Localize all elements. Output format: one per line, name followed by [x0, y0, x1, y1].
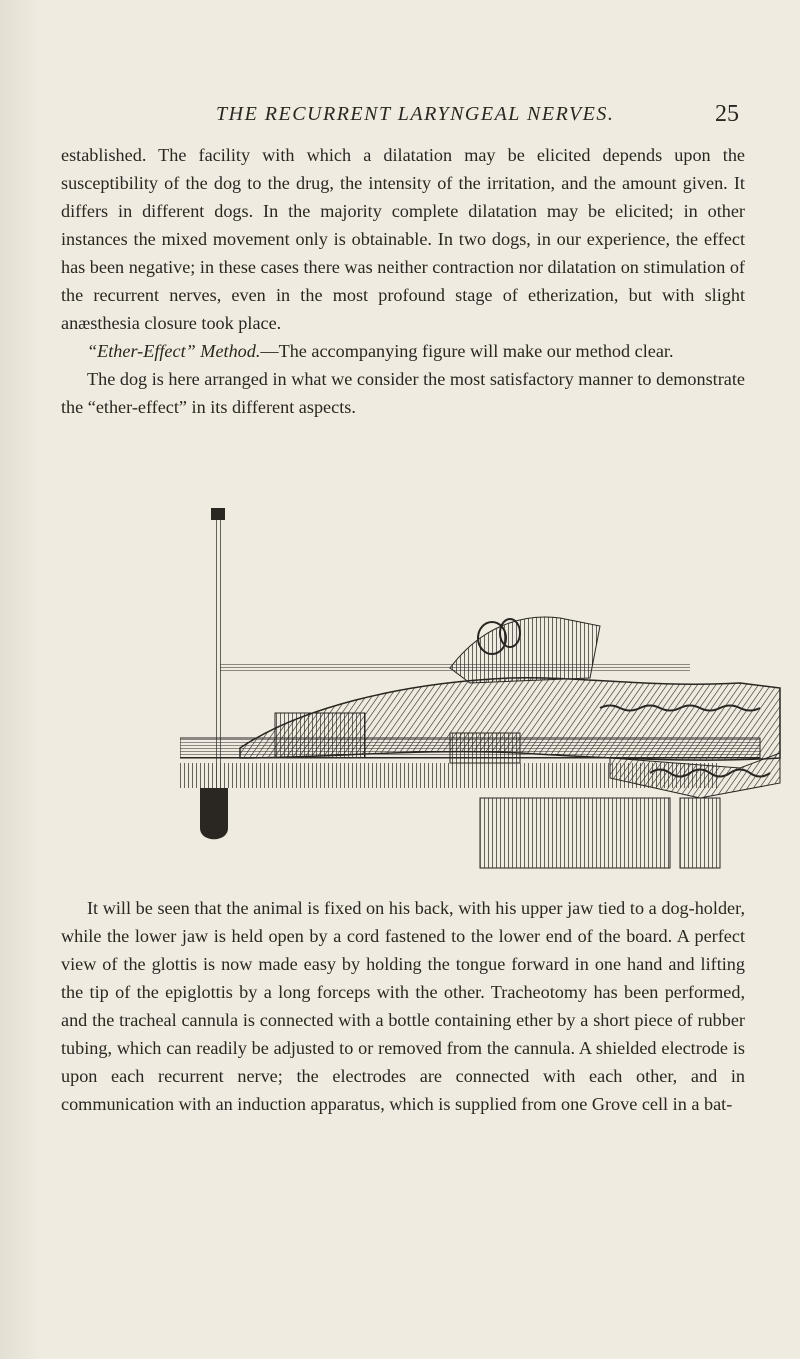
paragraph-text: —The accompanying figure will make our method clear.	[260, 341, 674, 361]
engraving-icon	[180, 508, 790, 880]
paragraph-method	[61, 337, 745, 365]
paragraph: The dog is here arranged in what we consider the most satisfactory manner to demonstrate the “ether-effect” in its different aspects.	[61, 369, 745, 417]
text-block-bottom	[61, 894, 745, 1118]
paragraph: established. The facility with which a dilatation may be elicited depends upon the susceptibility of the dog to the drug, the intensity of the irritation, and the amount given. It differs in different dogs. In the majority complete dilatation may be elicited; in other instances the mixed movement only is obtainable. In two dogs, in our experience, the effect has been negative; in these cases there was neither contraction nor dilatation on stimulation of the recurrent nerves, even in the most profound stage of etherization, but with slight anæsthesia closure took place.	[61, 145, 745, 333]
text-block-top	[61, 141, 745, 421]
page-number: 25	[715, 101, 739, 127]
paragraph: It will be seen that the animal is fixed on his back, with his upper jaw tied to a dog-holder, while the lower jaw is held open by a cord fastened to the lower end of the board. A perfect view of the glottis is now made easy by holding the tongue forward in one hand and lifting the tip of the epiglottis by a long forceps with the other. Tracheotomy has been performed, and the tracheal cannula is connected with a bottle containing ether by a short piece of rubber tubing, which can readily be adjusted to or removed from the cannula. A shielded electrode is upon each recurrent nerve; the electrodes are connected with each other, and in communication with an induction apparatus, which is supplied from one Grove cell in a bat-	[61, 898, 745, 1114]
section-heading: “Ether-Effect” Method.	[87, 341, 261, 361]
figure-illustration	[180, 508, 790, 880]
page-header	[0, 103, 800, 133]
running-title: THE RECURRENT LARYNGEAL NERVES.	[216, 103, 615, 125]
